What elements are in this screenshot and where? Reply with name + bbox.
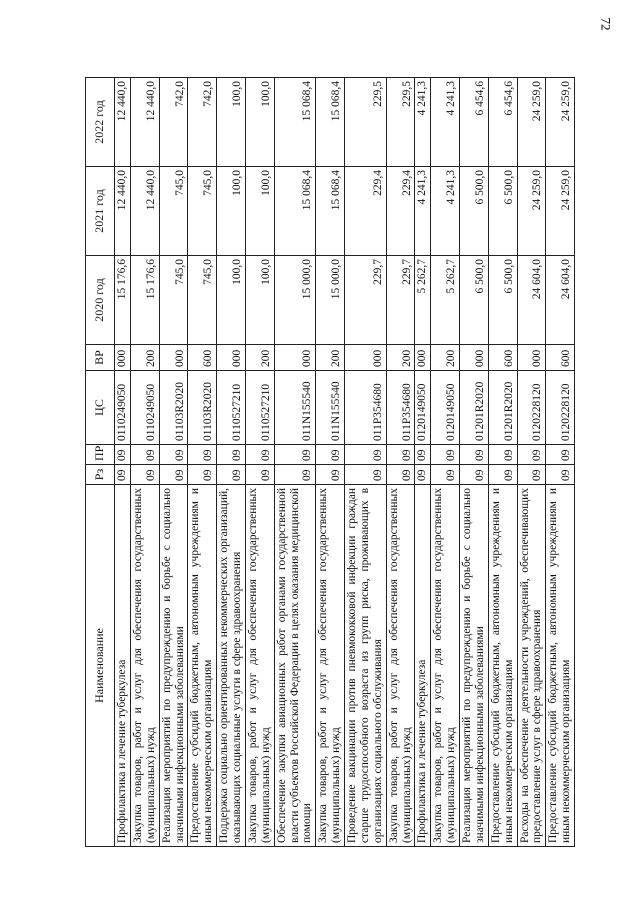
row-pr: 09 bbox=[115, 445, 131, 465]
row-cs: 011N155540 bbox=[316, 371, 345, 445]
budget-table bbox=[85, 77, 575, 847]
row-pr: 09 bbox=[316, 445, 345, 465]
row-name: Закупка товаров, работ и услуг для обеспечения государственных (муниципальных) нужд bbox=[386, 485, 415, 847]
row-pr: 09 bbox=[415, 445, 431, 465]
row-cs: 011N155540 bbox=[274, 371, 316, 445]
page-number: 72 bbox=[598, 17, 614, 31]
row-pr: 09 bbox=[274, 445, 316, 465]
row-pr: 09 bbox=[460, 445, 489, 465]
row-pr: 09 bbox=[159, 445, 188, 465]
row-2020: 6 500,0 bbox=[488, 256, 517, 345]
row-cs: 0120149050 bbox=[431, 371, 460, 445]
header-2020: 2020 год bbox=[86, 256, 115, 345]
row-2021: 100,0 bbox=[245, 167, 274, 256]
row-cs: 0120228120 bbox=[546, 371, 575, 445]
row-cs: 0120149050 bbox=[415, 371, 431, 445]
row-rz: 09 bbox=[115, 465, 131, 485]
row-cs: 0110527210 bbox=[217, 371, 246, 445]
row-rz: 09 bbox=[386, 465, 415, 485]
row-2021: 229,4 bbox=[345, 167, 387, 256]
table-row bbox=[517, 78, 546, 847]
table-row bbox=[188, 78, 217, 847]
row-rz: 09 bbox=[217, 465, 246, 485]
table-row bbox=[415, 78, 431, 847]
row-2022: 100,0 bbox=[245, 78, 274, 167]
row-rz: 09 bbox=[316, 465, 345, 485]
row-2020: 229,7 bbox=[345, 256, 387, 345]
row-vr: 000 bbox=[460, 345, 489, 371]
row-2021: 24 259,0 bbox=[546, 167, 575, 256]
row-pr: 09 bbox=[217, 445, 246, 465]
table-row bbox=[386, 78, 415, 847]
row-rz: 09 bbox=[517, 465, 546, 485]
row-cs: 011P354680 bbox=[345, 371, 387, 445]
row-2021: 6 500,0 bbox=[488, 167, 517, 256]
table-row bbox=[130, 78, 159, 847]
row-pr: 09 bbox=[130, 445, 159, 465]
row-rz: 09 bbox=[130, 465, 159, 485]
row-vr: 000 bbox=[517, 345, 546, 371]
table-row bbox=[488, 78, 517, 847]
table-row bbox=[546, 78, 575, 847]
row-2021: 745,0 bbox=[159, 167, 188, 256]
header-rz: Рз bbox=[86, 465, 115, 485]
header-2022: 2022 год bbox=[86, 78, 115, 167]
row-2020: 100,0 bbox=[217, 256, 246, 345]
row-vr: 200 bbox=[245, 345, 274, 371]
header-2021: 2021 год bbox=[86, 167, 115, 256]
row-cs: 01103R2020 bbox=[188, 371, 217, 445]
row-2022: 742,0 bbox=[159, 78, 188, 167]
row-2020: 15 176,6 bbox=[115, 256, 131, 345]
row-vr: 000 bbox=[217, 345, 246, 371]
row-cs: 0110527210 bbox=[245, 371, 274, 445]
row-vr: 200 bbox=[316, 345, 345, 371]
row-pr: 09 bbox=[245, 445, 274, 465]
row-2020: 24 604,0 bbox=[517, 256, 546, 345]
row-rz: 09 bbox=[345, 465, 387, 485]
row-name: Обеспечение закупки авиационных работ органами государственной власти субъектов Российской Федерации в целях оказания медицинской помощи bbox=[274, 485, 316, 847]
row-2022: 24 259,0 bbox=[517, 78, 546, 167]
row-pr: 09 bbox=[488, 445, 517, 465]
header-cs: ЦС bbox=[86, 371, 115, 445]
row-name: Поддержка социально ориентированных некоммерческих организаций, оказывающих социальные услуги в сфере здравоохранения bbox=[217, 485, 246, 847]
row-2020: 15 000,0 bbox=[274, 256, 316, 345]
row-rz: 09 bbox=[431, 465, 460, 485]
row-2022: 6 454,6 bbox=[488, 78, 517, 167]
header-vr: ВР bbox=[86, 345, 115, 371]
row-2022: 742,0 bbox=[188, 78, 217, 167]
table-row bbox=[274, 78, 316, 847]
row-2021: 745,0 bbox=[188, 167, 217, 256]
header-pr: ПР bbox=[86, 445, 115, 465]
row-2022: 100,0 bbox=[217, 78, 246, 167]
row-2022: 6 454,6 bbox=[460, 78, 489, 167]
row-name: Закупка товаров, работ и услуг для обеспечения государственных (муниципальных) нужд bbox=[316, 485, 345, 847]
row-name: Предоставление субсидий бюджетным, автономным учреждениям и иным некоммерческим организациям bbox=[188, 485, 217, 847]
row-vr: 000 bbox=[115, 345, 131, 371]
row-2021: 100,0 bbox=[217, 167, 246, 256]
row-cs: 011P354680 bbox=[386, 371, 415, 445]
row-2022: 15 068,4 bbox=[274, 78, 316, 167]
row-2021: 4 241,3 bbox=[431, 167, 460, 256]
row-2021: 4 241,3 bbox=[415, 167, 431, 256]
row-vr: 200 bbox=[431, 345, 460, 371]
row-2022: 12 440,0 bbox=[115, 78, 131, 167]
table-row bbox=[159, 78, 188, 847]
row-cs: 0110249050 bbox=[115, 371, 131, 445]
row-pr: 09 bbox=[546, 445, 575, 465]
table-row bbox=[460, 78, 489, 847]
table-row bbox=[316, 78, 345, 847]
row-name: Предоставление субсидий бюджетным, автономным учреждениям и иным некоммерческим организациям bbox=[488, 485, 517, 847]
table-header-row bbox=[86, 78, 115, 847]
row-rz: 09 bbox=[274, 465, 316, 485]
row-vr: 000 bbox=[345, 345, 387, 371]
row-rz: 09 bbox=[415, 465, 431, 485]
row-name: Реализация мероприятий по предупреждению и борьбе с социально значимыми инфекционными заболеваниями bbox=[159, 485, 188, 847]
row-pr: 09 bbox=[345, 445, 387, 465]
row-name: Предоставление субсидий бюджетным, автономным учреждениям и иным некоммерческим организациям bbox=[546, 485, 575, 847]
row-2021: 15 068,4 bbox=[316, 167, 345, 256]
row-rz: 09 bbox=[159, 465, 188, 485]
row-2021: 15 068,4 bbox=[274, 167, 316, 256]
row-vr: 000 bbox=[415, 345, 431, 371]
row-vr: 000 bbox=[159, 345, 188, 371]
row-2020: 745,0 bbox=[188, 256, 217, 345]
table-row bbox=[345, 78, 387, 847]
row-2020: 15 000,0 bbox=[316, 256, 345, 345]
row-rz: 09 bbox=[245, 465, 274, 485]
row-2022: 229,5 bbox=[386, 78, 415, 167]
row-rz: 09 bbox=[546, 465, 575, 485]
row-2021: 6 500,0 bbox=[460, 167, 489, 256]
table-row bbox=[245, 78, 274, 847]
row-name: Закупка товаров, работ и услуг для обеспечения государственных (муниципальных) нужд bbox=[245, 485, 274, 847]
row-name: Закупка товаров, работ и услуг для обеспечения государственных (муниципальных) нужд bbox=[431, 485, 460, 847]
row-name: Профилактика и лечение туберкулеза bbox=[415, 485, 431, 847]
row-name: Реализация мероприятий по предупреждению и борьбе с социально значимыми инфекционными заболеваниями bbox=[460, 485, 489, 847]
row-2022: 15 068,4 bbox=[316, 78, 345, 167]
row-2020: 229,7 bbox=[386, 256, 415, 345]
table-row bbox=[217, 78, 246, 847]
row-rz: 09 bbox=[488, 465, 517, 485]
row-2021: 24 259,0 bbox=[517, 167, 546, 256]
row-2022: 4 241,3 bbox=[415, 78, 431, 167]
row-2020: 745,0 bbox=[159, 256, 188, 345]
row-name: Проведение вакцинации против пневмококковой инфекции граждан старше трудоспособного возраста из групп риска, проживающих в организациях социального обслуживания bbox=[345, 485, 387, 847]
table-body bbox=[115, 78, 575, 847]
row-2020: 100,0 bbox=[245, 256, 274, 345]
row-pr: 09 bbox=[386, 445, 415, 465]
row-2020: 5 262,7 bbox=[431, 256, 460, 345]
table-row bbox=[431, 78, 460, 847]
row-2020: 24 604,0 bbox=[546, 256, 575, 345]
row-2021: 12 440,0 bbox=[115, 167, 131, 256]
row-2020: 15 176,6 bbox=[130, 256, 159, 345]
row-vr: 600 bbox=[488, 345, 517, 371]
row-rz: 09 bbox=[188, 465, 217, 485]
row-2021: 229,4 bbox=[386, 167, 415, 256]
row-vr: 000 bbox=[274, 345, 316, 371]
row-name: Профилактика и лечение туберкулеза bbox=[115, 485, 131, 847]
header-name: Наименование bbox=[86, 485, 115, 847]
row-rz: 09 bbox=[460, 465, 489, 485]
row-cs: 01201R2020 bbox=[460, 371, 489, 445]
row-vr: 600 bbox=[546, 345, 575, 371]
row-pr: 09 bbox=[188, 445, 217, 465]
row-name: Закупка товаров, работ и услуг для обеспечения государственных (муниципальных) нужд bbox=[130, 485, 159, 847]
row-vr: 200 bbox=[130, 345, 159, 371]
row-name: Расходы на обеспечение деятельности учреждений, обеспечивающих предоставление услуг в сфере здравоохранения bbox=[517, 485, 546, 847]
row-cs: 0110249050 bbox=[130, 371, 159, 445]
table-row bbox=[115, 78, 131, 847]
row-cs: 01201R2020 bbox=[488, 371, 517, 445]
rotated-page-content bbox=[85, 77, 573, 847]
row-vr: 200 bbox=[386, 345, 415, 371]
row-2022: 24 259,0 bbox=[546, 78, 575, 167]
row-pr: 09 bbox=[431, 445, 460, 465]
row-2020: 6 500,0 bbox=[460, 256, 489, 345]
row-2022: 229,5 bbox=[345, 78, 387, 167]
row-2022: 12 440,0 bbox=[130, 78, 159, 167]
row-2021: 12 440,0 bbox=[130, 167, 159, 256]
row-cs: 01103R2020 bbox=[159, 371, 188, 445]
row-2022: 4 241,3 bbox=[431, 78, 460, 167]
row-2020: 5 262,7 bbox=[415, 256, 431, 345]
row-cs: 0120228120 bbox=[517, 371, 546, 445]
row-pr: 09 bbox=[517, 445, 546, 465]
row-vr: 600 bbox=[188, 345, 217, 371]
